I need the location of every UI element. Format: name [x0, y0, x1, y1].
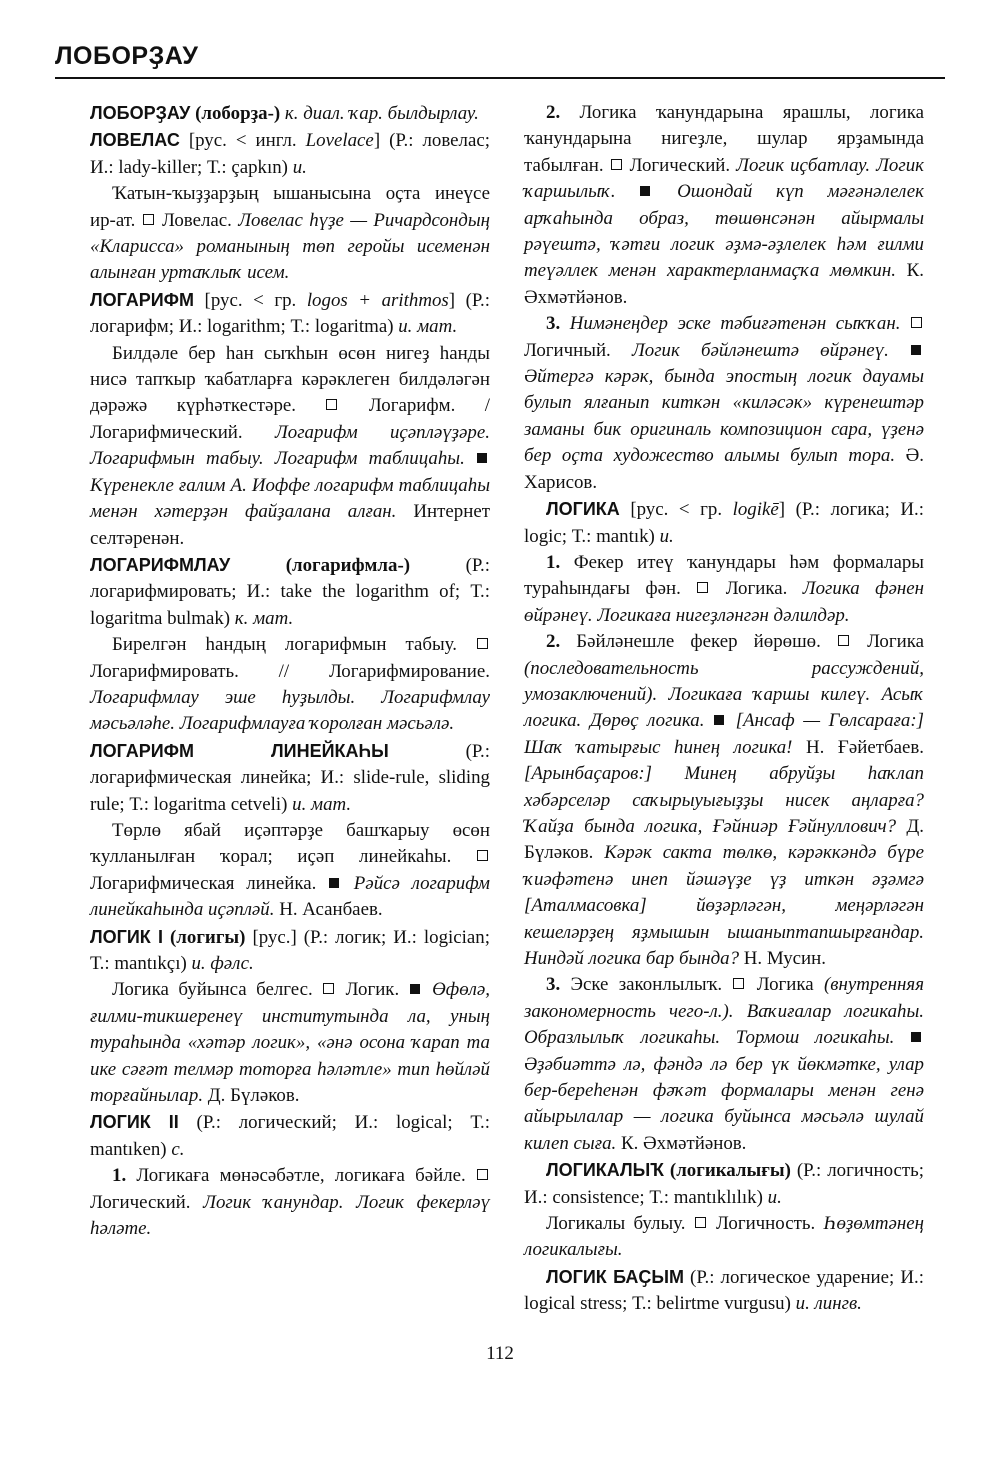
russian-equivalent-icon [477, 850, 488, 861]
quotation-marker-icon [410, 984, 420, 994]
russian-equivalent-icon [911, 317, 922, 328]
russian-equivalent-icon [838, 635, 849, 646]
russian-equivalent-icon [695, 1217, 706, 1228]
entry-lovelas: ЛОВЕЛАС [рус. < ингл. Lovelace] (Р.: ловелас; И.: lady-killer; Т.: çapkın) и. [90, 130, 490, 178]
quotation-marker-icon [329, 878, 339, 888]
definition: Төрлө ябай иҫәптәрҙе башҡарыу өсөн ҡулланылған ҡорал; иҫәп линейкаһы. Логарифмическая линейка. Рәйсә логарифм линейкаһында иҫәпләй. Н. Асанбаев. [90, 819, 490, 921]
entry-logikalyk: ЛОГИКАЛЫҠ (логикалығы) (Р.: логичность; И.: consistence; Т.: mantıklılık) и. [524, 1160, 924, 1208]
entry-loborzau: ЛОБОРҘАУ (лоборҙа-) к. диал. ҡар. былдырлау. [90, 103, 479, 124]
entry-logik-1: ЛОГИК I (логигы) [рус.] (Р.: логик; И.: logician; Т.: mantıkçı) и. фәлс. [90, 926, 490, 974]
quotation-marker-icon [477, 453, 487, 463]
entry-logika: ЛОГИКА [рус. < гр. logikē] (Р.: логика; И.: logic; Т.: mantık) и. [524, 499, 925, 547]
entry-logarifm-lineykahy: ЛОГАРИФМ ЛИНЕЙКАҺЫ (Р.: логарифмическая линейка; И.: slide-rule, sliding rule; Т.: logaritma cetveli) и. мат. [90, 740, 490, 815]
entry-logik-2: ЛОГИК II (Р.: логический; И.: logical; Т.: mantıken) с. [90, 1112, 490, 1160]
definition: Логика буйынса белгес. Логик. Өфөлә, ғилми-тикшеренеү институтында ла, уның тураһында «хәтәр логик», «әнә осона ҡарап та ике сәғәт телмәр тоторға һәләтле» тип һөйләй торғайнылар. Д. Бүләков. [90, 979, 490, 1107]
sense-3: 3. Нимәнеңдер эске тәбиғәтенән сыҡҡан. Логичный. Логик бәйләнештә өйрәнеү. Әйтергә кәрәк, бында эпостың логик дауамы булып ялғанып киткән «киләсәк» күренештәр заманы бик оригиналь композицион сара, үҙенә бер оҫта художество алымы булып тора. Ә. Харисов. [524, 313, 924, 493]
sense-2: 2. Логика ҡанундарына ярашлы, логика ҡанундарына нигеҙле, шулар ярҙамында табылған. Логический. Логик иҫбатлау. Логик ҡаршылыҡ. Ошондай күп мәғәнәлелек арҡаһында образ, төшөнсәнән айырмалы рәүештә, ҡәтғи логик әҙмә-әҙлелек һәм ғилми теүәллек менән характерланмаҫҡа мөмкин. К. Әхмәтйәнов. [524, 102, 924, 308]
russian-equivalent-icon [143, 214, 154, 225]
sense-2: 2. Бәйләнешле фекер йөрөшө. Логика (последовательность рассуждений, умозаключений). Логикаға ҡаршы килеү. Асыҡ логика. Дөрөҫ логика. [Ансаф — Гөлсараға:] Шаҡ ҡатырғыс һинең логика! Н. Ғәйетбаев. [Арынбаҫаров:] Минең абруйҙы һаҡлап хәбәрселәр саҡырыуығыҙҙы нисек аңларға? Ҡайҙа бында логика, Ғәйниәр Ғәйнуллович? Д. Бүләков. Кәрәк сакта төлкө, кәрәккәндә бүре ҡиәфәтенә инеп йәшәүҙе үҙ иткән әҙәмгә [Аталмасовка] йөҙәрләгән, меңәрләгән кешеләрҙең яҙмышын ышаныптапшырғандар. Ниндәй логика бар бында? Н. Мусин. [524, 631, 924, 969]
right-column [524, 100, 924, 1318]
definition: Ҡатын-ҡыҙҙарҙың ышанысына оҫта инеүсе ир-ат. Ловелас. Ловелас һүҙе — Ричардсондың «Кларисса» романының төп геройы исеменән алынған уртаҡлыҡ исем. [90, 183, 490, 284]
russian-equivalent-icon [477, 638, 488, 649]
russian-equivalent-icon [326, 399, 337, 410]
entry-logarifm: ЛОГАРИФМ [рус. < гр. logos + arithmos] (Р.: логарифм; И.: logarithm; Т.: logaritma) и. мат. [90, 289, 491, 338]
russian-equivalent-icon [733, 978, 744, 989]
left-column [90, 100, 490, 1242]
definition: Логикалы булыу. Логичность. Һөҙөмтәнең логикалығы. [524, 1213, 924, 1261]
russian-equivalent-icon [323, 983, 334, 994]
entry-logik-basym: ЛОГИК БАҪЫМ (Р.: логическое ударение; И.: logical stress; Т.: belirtme vurgusu) и. лингв. [524, 1266, 924, 1315]
quotation-marker-icon [911, 1032, 921, 1042]
sense-3: 3. Эске законлылыҡ. Логика (внутренняя закономерность чего-л.). Ваҡиғалар логикаһы. Образлылыҡ логикаһы. Тормош логикаһы. Әҙәбиәттә лә, фәндә лә бер үк йөкмәтке, улар бер-береһенән фәҡәт формалары менән генә айырылалар — логика буйынса мәсьәлә шулай килеп сыға. К. Әхмәтйәнов. [524, 974, 924, 1154]
entry-logarifmlau: ЛОГАРИФМЛАУ (логарифмла-) (Р.: логарифмировать; И.: take the logarithm of; Т.: logaritma bulmak) к. мат. [90, 554, 490, 629]
running-head: ЛОБОРҘАУ [55, 42, 199, 70]
quotation-marker-icon [911, 345, 921, 355]
russian-equivalent-icon [477, 1169, 488, 1180]
page-number: 112 [486, 1343, 514, 1364]
russian-equivalent-icon [697, 582, 708, 593]
sense-1: 1. Фекер итеү ҡанундары һәм формалары тураһындағы фән. Логика. Логика фәнен өйрәнеү. Логикаға нигеҙләнгән дәлилдәр. [524, 551, 925, 626]
definition: Билдәле бер һан сыҡһын өсөн нигеҙ һанды нисә тапҡыр ҡабатларға кәрәклеген билдәләгән дәрәжә күрһәткестәре. Логарифм. / Логарифмический. Логарифм иҫәпләүҙәре. Логарифмын табыу. Логарифм таблицаһы. Күренекле ғалим А. Иоффе логарифм таблицаһы менән хәтерҙән файҙалана алған. Интернет селтәренән. [90, 342, 490, 549]
quotation-marker-icon [640, 186, 650, 196]
sense-1: 1. Логикаға мөнәсәбәтле, логикаға бәйле. Логический. Логик ҡанундар. Логик фекерләү һәләте. [90, 1165, 490, 1240]
quotation-marker-icon [714, 715, 724, 725]
russian-equivalent-icon [611, 159, 622, 170]
definition: Бирелгән һандың логарифмын табыу. Логарифмировать. // Логарифмирование. Логарифмлау эше һуҙылды. Логарифмлау мәсьәләһе. Логарифмлауға ҡоролған мәсьәлә. [90, 634, 490, 735]
header-rule [55, 77, 945, 79]
